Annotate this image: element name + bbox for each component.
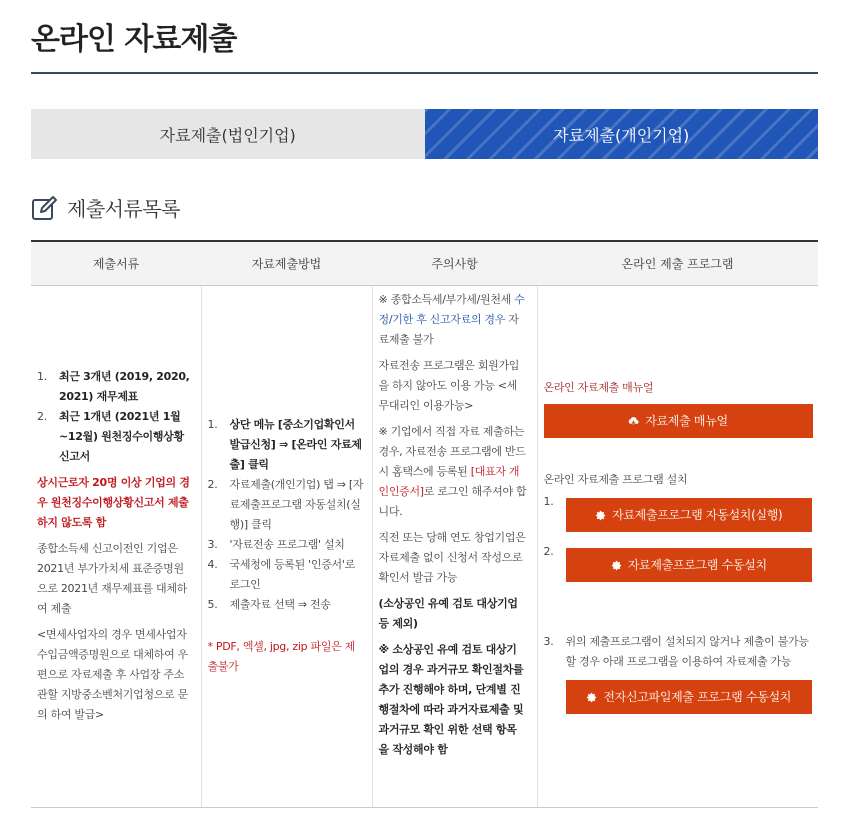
header-program: 온라인 제출 프로그램 (537, 241, 818, 285)
fallback-note: 위의 제출프로그램이 설치되지 않거나 제출이 불가능할 경우 아래 프로그램을 이용하여 자료제출 가능 (565, 635, 809, 668)
note-text: 자료전송 프로그램은 회원가입을 하지 않아도 이용 가능 <세무대리인 이용가능> (378, 358, 520, 412)
edit-icon (31, 195, 59, 221)
list-item: 1. 상단 메뉴 [중소기업확인서 발급신청] ⇒ [온라인 자료제출] 클릭 (207, 418, 362, 471)
header-documents: 제출서류 (31, 241, 201, 285)
method-cell (201, 285, 372, 807)
manual-button[interactable]: 자료제출 매뉴얼 (544, 404, 813, 438)
page-title: 온라인 자료제출 (31, 22, 237, 57)
note-text: 종합소득세 신고이전인 기업은 2021년 부가가치세 표준증명원으로 2021년 재무제표를 대체하여 제출 (37, 542, 187, 615)
install-label: 온라인 자료제출 프로그램 설치 (543, 473, 688, 486)
note-text: ※ 소상공인 유예 검토 대상기업의 경우 과거규모 확인절차를 추가 진행해야 하며, 단계별 진행절차에 따라 과거자료제출 및 과거규모 확인 위한 선택 항목을 작성해야 함 (378, 642, 524, 756)
efile-install-button[interactable]: 전자신고파일제출 프로그램 수동설치 (566, 680, 813, 714)
header-method: 자료제출방법 (201, 241, 372, 285)
list-item: 2. 최근 1개년 (2021년 1월~12월) 원천징수이행상황신고서 (37, 410, 184, 463)
list-item: 5. 제출자료 선택 ⇒ 전송 (207, 598, 331, 611)
documents-cell (31, 285, 201, 807)
table-header-row (31, 241, 818, 285)
tab-individual[interactable]: 자료제출(개인기업) (425, 109, 819, 159)
tab-corporate[interactable]: 자료제출(법인기업) (31, 109, 425, 159)
documents-table (31, 240, 818, 808)
install-step: 3. 위의 제출프로그램이 설치되지 않거나 제출이 불가능할 경우 아래 프로그램을 이용하여 자료제출 가능 (544, 632, 813, 672)
install-step: 2. 자료제출프로그램 수동설치 (544, 542, 813, 582)
tab-bar (31, 109, 818, 159)
note-text: (소상공인 유예 검토 대상기업 등 제외) (378, 596, 518, 630)
note-text: ※ 기업에서 직접 자료 제출하는 경우, 자료전송 프로그램에 반드시 홈택스에 등록된 [대표자 개인인증서]로 로그인 해주셔야 합니다. (378, 424, 527, 518)
gear-icon (586, 692, 597, 703)
section-title: 제출서류목록 (67, 197, 180, 221)
program-cell (537, 285, 818, 807)
notes-cell (372, 285, 537, 807)
list-item: 3. '자료전송 프로그램' 설치 (207, 538, 345, 551)
note-text: <면세사업자의 경우 면세사업자 수입금액증명원으로 대체하여 우편으로 자료제출 후 사업장 주소 관할 지방중소벤처기업청으로 문의 하여 발급> (37, 628, 188, 721)
note-text: 직전 또는 당해 연도 창업기업은 자료제출 없이 신청서 작성으로 확인서 발급 가능 (378, 530, 526, 584)
list-item: 1. 최근 3개년 (2019, 2020, 2021) 재무제표 (37, 370, 190, 403)
title-divider (31, 72, 818, 74)
note-text: ※ 종합소득세/부가세/원천세 수정/기한 후 신고자료의 경우 자료제출 불가 (378, 292, 525, 346)
required-documents-list (37, 367, 193, 467)
header-notes: 주의사항 (372, 241, 537, 285)
submission-steps (208, 415, 364, 615)
gear-icon (595, 510, 606, 521)
auto-install-button[interactable]: 자료제출프로그램 자동설치(실행) (566, 498, 813, 532)
warning-text: 상시근로자 20명 이상 기업의 경우 원천징수이행상황신고서 제출 하지 않도록 함 (37, 476, 190, 529)
manual-install-button[interactable]: 자료제출프로그램 수동설치 (566, 548, 813, 582)
list-item: 4. 국세청에 등록된 '인증서'로 로그인 (207, 558, 355, 591)
manual-label: 온라인 자료제출 매뉴얼 (543, 381, 654, 394)
section-header (31, 193, 180, 222)
cloud-download-icon (628, 416, 639, 427)
install-step: 1. 자료제출프로그램 자동설치(실행) (544, 492, 813, 532)
list-item: 2. 자료제출(개인기업) 탭 ⇒ [자료제출프로그램 자동설치(실행)] 클릭 (207, 478, 364, 531)
file-type-note: * PDF, 엑셀, jpg, zip 파일은 제출불가 (207, 640, 355, 673)
table-row (31, 285, 818, 807)
gear-icon (611, 560, 622, 571)
install-step (544, 680, 813, 714)
